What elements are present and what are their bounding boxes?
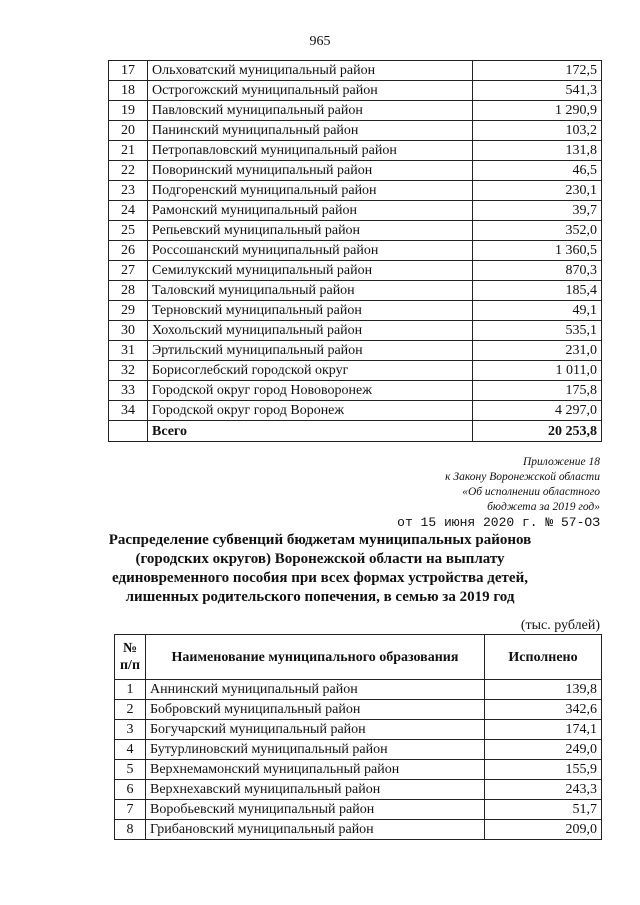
row-municipality: Богучарский муниципальный район: [146, 720, 485, 740]
page-number: 965: [309, 34, 331, 49]
subsidy-table: [114, 634, 602, 840]
row-value: 51,7: [485, 800, 602, 820]
title-line: лишенных родительского попечения, в семью за 2019 год: [125, 589, 515, 605]
row-value: 352,0: [473, 221, 602, 241]
table-row: [109, 61, 602, 81]
appendix-law-title-cont: бюджета за 2019 год»: [487, 501, 600, 513]
table-row: [115, 700, 602, 720]
row-value: 1 360,5: [473, 241, 602, 261]
row-municipality: Репьевский муниципальный район: [148, 221, 473, 241]
appendix-number: Приложение 18: [522, 456, 600, 468]
table-row: [109, 141, 602, 161]
row-municipality: Семилукский муниципальный район: [148, 261, 473, 281]
document-title: [90, 531, 550, 607]
table-row: [109, 401, 602, 421]
row-number: 7: [115, 800, 146, 820]
row-value: 155,9: [485, 760, 602, 780]
table-row: [115, 680, 602, 700]
row-municipality: Хохольский муниципальный район: [148, 321, 473, 341]
row-number: 4: [115, 740, 146, 760]
row-value: 243,3: [485, 780, 602, 800]
table-row: [115, 820, 602, 840]
table-row: [109, 241, 602, 261]
row-municipality: Бобровский муниципальный район: [146, 700, 485, 720]
row-value: 230,1: [473, 181, 602, 201]
table-row: [109, 321, 602, 341]
row-value: 870,3: [473, 261, 602, 281]
row-number: 31: [109, 341, 148, 361]
table-row: [109, 181, 602, 201]
table-row: [115, 720, 602, 740]
row-value: 175,8: [473, 381, 602, 401]
table-header-row: [115, 635, 602, 680]
row-number: 29: [109, 301, 148, 321]
units-label: (тыс. рублей): [520, 618, 600, 633]
row-municipality: Бутурлиновский муниципальный район: [146, 740, 485, 760]
row-municipality: Россошанский муниципальный район: [148, 241, 473, 261]
appendix-decree-date: от 15 июня 2020 г. № 57-ОЗ: [397, 515, 600, 530]
row-number: 6: [115, 780, 146, 800]
row-number: 32: [109, 361, 148, 381]
row-municipality: Аннинский муниципальный район: [146, 680, 485, 700]
header-value: Исполнено: [485, 635, 602, 680]
row-number: 30: [109, 321, 148, 341]
row-municipality: Острогожский муниципальный район: [148, 81, 473, 101]
table-row: [115, 760, 602, 780]
table-row: [109, 341, 602, 361]
row-number: 5: [115, 760, 146, 780]
row-number: 3: [115, 720, 146, 740]
header-name: Наименование муниципального образования: [146, 635, 485, 680]
title-line: единовременного пособия при всех формах устройства детей,: [112, 570, 528, 586]
row-municipality: Эртильский муниципальный район: [148, 341, 473, 361]
table-row: [109, 221, 602, 241]
row-number: 8: [115, 820, 146, 840]
row-number: 20: [109, 121, 148, 141]
row-value: 174,1: [485, 720, 602, 740]
row-municipality: Рамонский муниципальный район: [148, 201, 473, 221]
row-value: 46,5: [473, 161, 602, 181]
row-number: 1: [115, 680, 146, 700]
row-municipality: Воробьевский муниципальный район: [146, 800, 485, 820]
row-value: 1 290,9: [473, 101, 602, 121]
total-row: [109, 421, 602, 442]
total-number: [109, 421, 148, 442]
table-row: [109, 281, 602, 301]
table-row: [115, 740, 602, 760]
row-value: 185,4: [473, 281, 602, 301]
appendix-law-title: «Об исполнении областного: [462, 486, 600, 498]
row-municipality: Таловский муниципальный район: [148, 281, 473, 301]
row-value: 103,2: [473, 121, 602, 141]
row-municipality: Павловский муниципальный район: [148, 101, 473, 121]
row-value: 541,3: [473, 81, 602, 101]
table-row: [109, 301, 602, 321]
table-row: [109, 161, 602, 181]
row-municipality: Городской округ город Воронеж: [148, 401, 473, 421]
table-row: [115, 780, 602, 800]
row-number: 33: [109, 381, 148, 401]
row-value: 1 011,0: [473, 361, 602, 381]
row-number: 17: [109, 61, 148, 81]
row-value: 231,0: [473, 341, 602, 361]
row-value: 342,6: [485, 700, 602, 720]
row-number: 23: [109, 181, 148, 201]
row-value: 535,1: [473, 321, 602, 341]
row-municipality: Городской округ город Нововоронеж: [148, 381, 473, 401]
table-row: [109, 121, 602, 141]
row-municipality: Подгоренский муниципальный район: [148, 181, 473, 201]
row-number: 24: [109, 201, 148, 221]
row-municipality: Петропавловский муниципальный район: [148, 141, 473, 161]
subsidy-table-continued: [108, 60, 602, 442]
title-line: Распределение субвенций бюджетам муниципальных районов: [108, 532, 532, 548]
row-value: 209,0: [485, 820, 602, 840]
row-number: 2: [115, 700, 146, 720]
row-value: 249,0: [485, 740, 602, 760]
row-value: 131,8: [473, 141, 602, 161]
table-row: [109, 261, 602, 281]
row-municipality: Ольховатский муниципальный район: [148, 61, 473, 81]
row-municipality: Верхнехавский муниципальный район: [146, 780, 485, 800]
row-number: 34: [109, 401, 148, 421]
row-value: 139,8: [485, 680, 602, 700]
table-row: [115, 800, 602, 820]
row-municipality: Верхнемамонский муниципальный район: [146, 760, 485, 780]
row-municipality: Терновский муниципальный район: [148, 301, 473, 321]
appendix-reference: [397, 455, 600, 530]
row-municipality: Поворинский муниципальный район: [148, 161, 473, 181]
row-municipality: Грибановский муниципальный район: [146, 820, 485, 840]
row-value: 49,1: [473, 301, 602, 321]
row-number: 19: [109, 101, 148, 121]
header-number: № п/п: [115, 635, 146, 680]
total-value: 20 253,8: [473, 421, 602, 442]
row-number: 28: [109, 281, 148, 301]
appendix-law: к Закону Воронежской области: [445, 471, 600, 483]
table-row: [109, 201, 602, 221]
table-row: [109, 361, 602, 381]
row-number: 26: [109, 241, 148, 261]
row-municipality: Панинский муниципальный район: [148, 121, 473, 141]
table-row: [109, 101, 602, 121]
row-number: 27: [109, 261, 148, 281]
row-municipality: Борисоглебский городской округ: [148, 361, 473, 381]
title-line: (городских округов) Воронежской области на выплату: [135, 551, 505, 567]
row-value: 39,7: [473, 201, 602, 221]
table-row: [109, 81, 602, 101]
total-label: Всего: [148, 421, 473, 442]
row-number: 21: [109, 141, 148, 161]
row-value: 4 297,0: [473, 401, 602, 421]
row-number: 22: [109, 161, 148, 181]
table-row: [109, 381, 602, 401]
row-number: 25: [109, 221, 148, 241]
row-value: 172,5: [473, 61, 602, 81]
row-number: 18: [109, 81, 148, 101]
